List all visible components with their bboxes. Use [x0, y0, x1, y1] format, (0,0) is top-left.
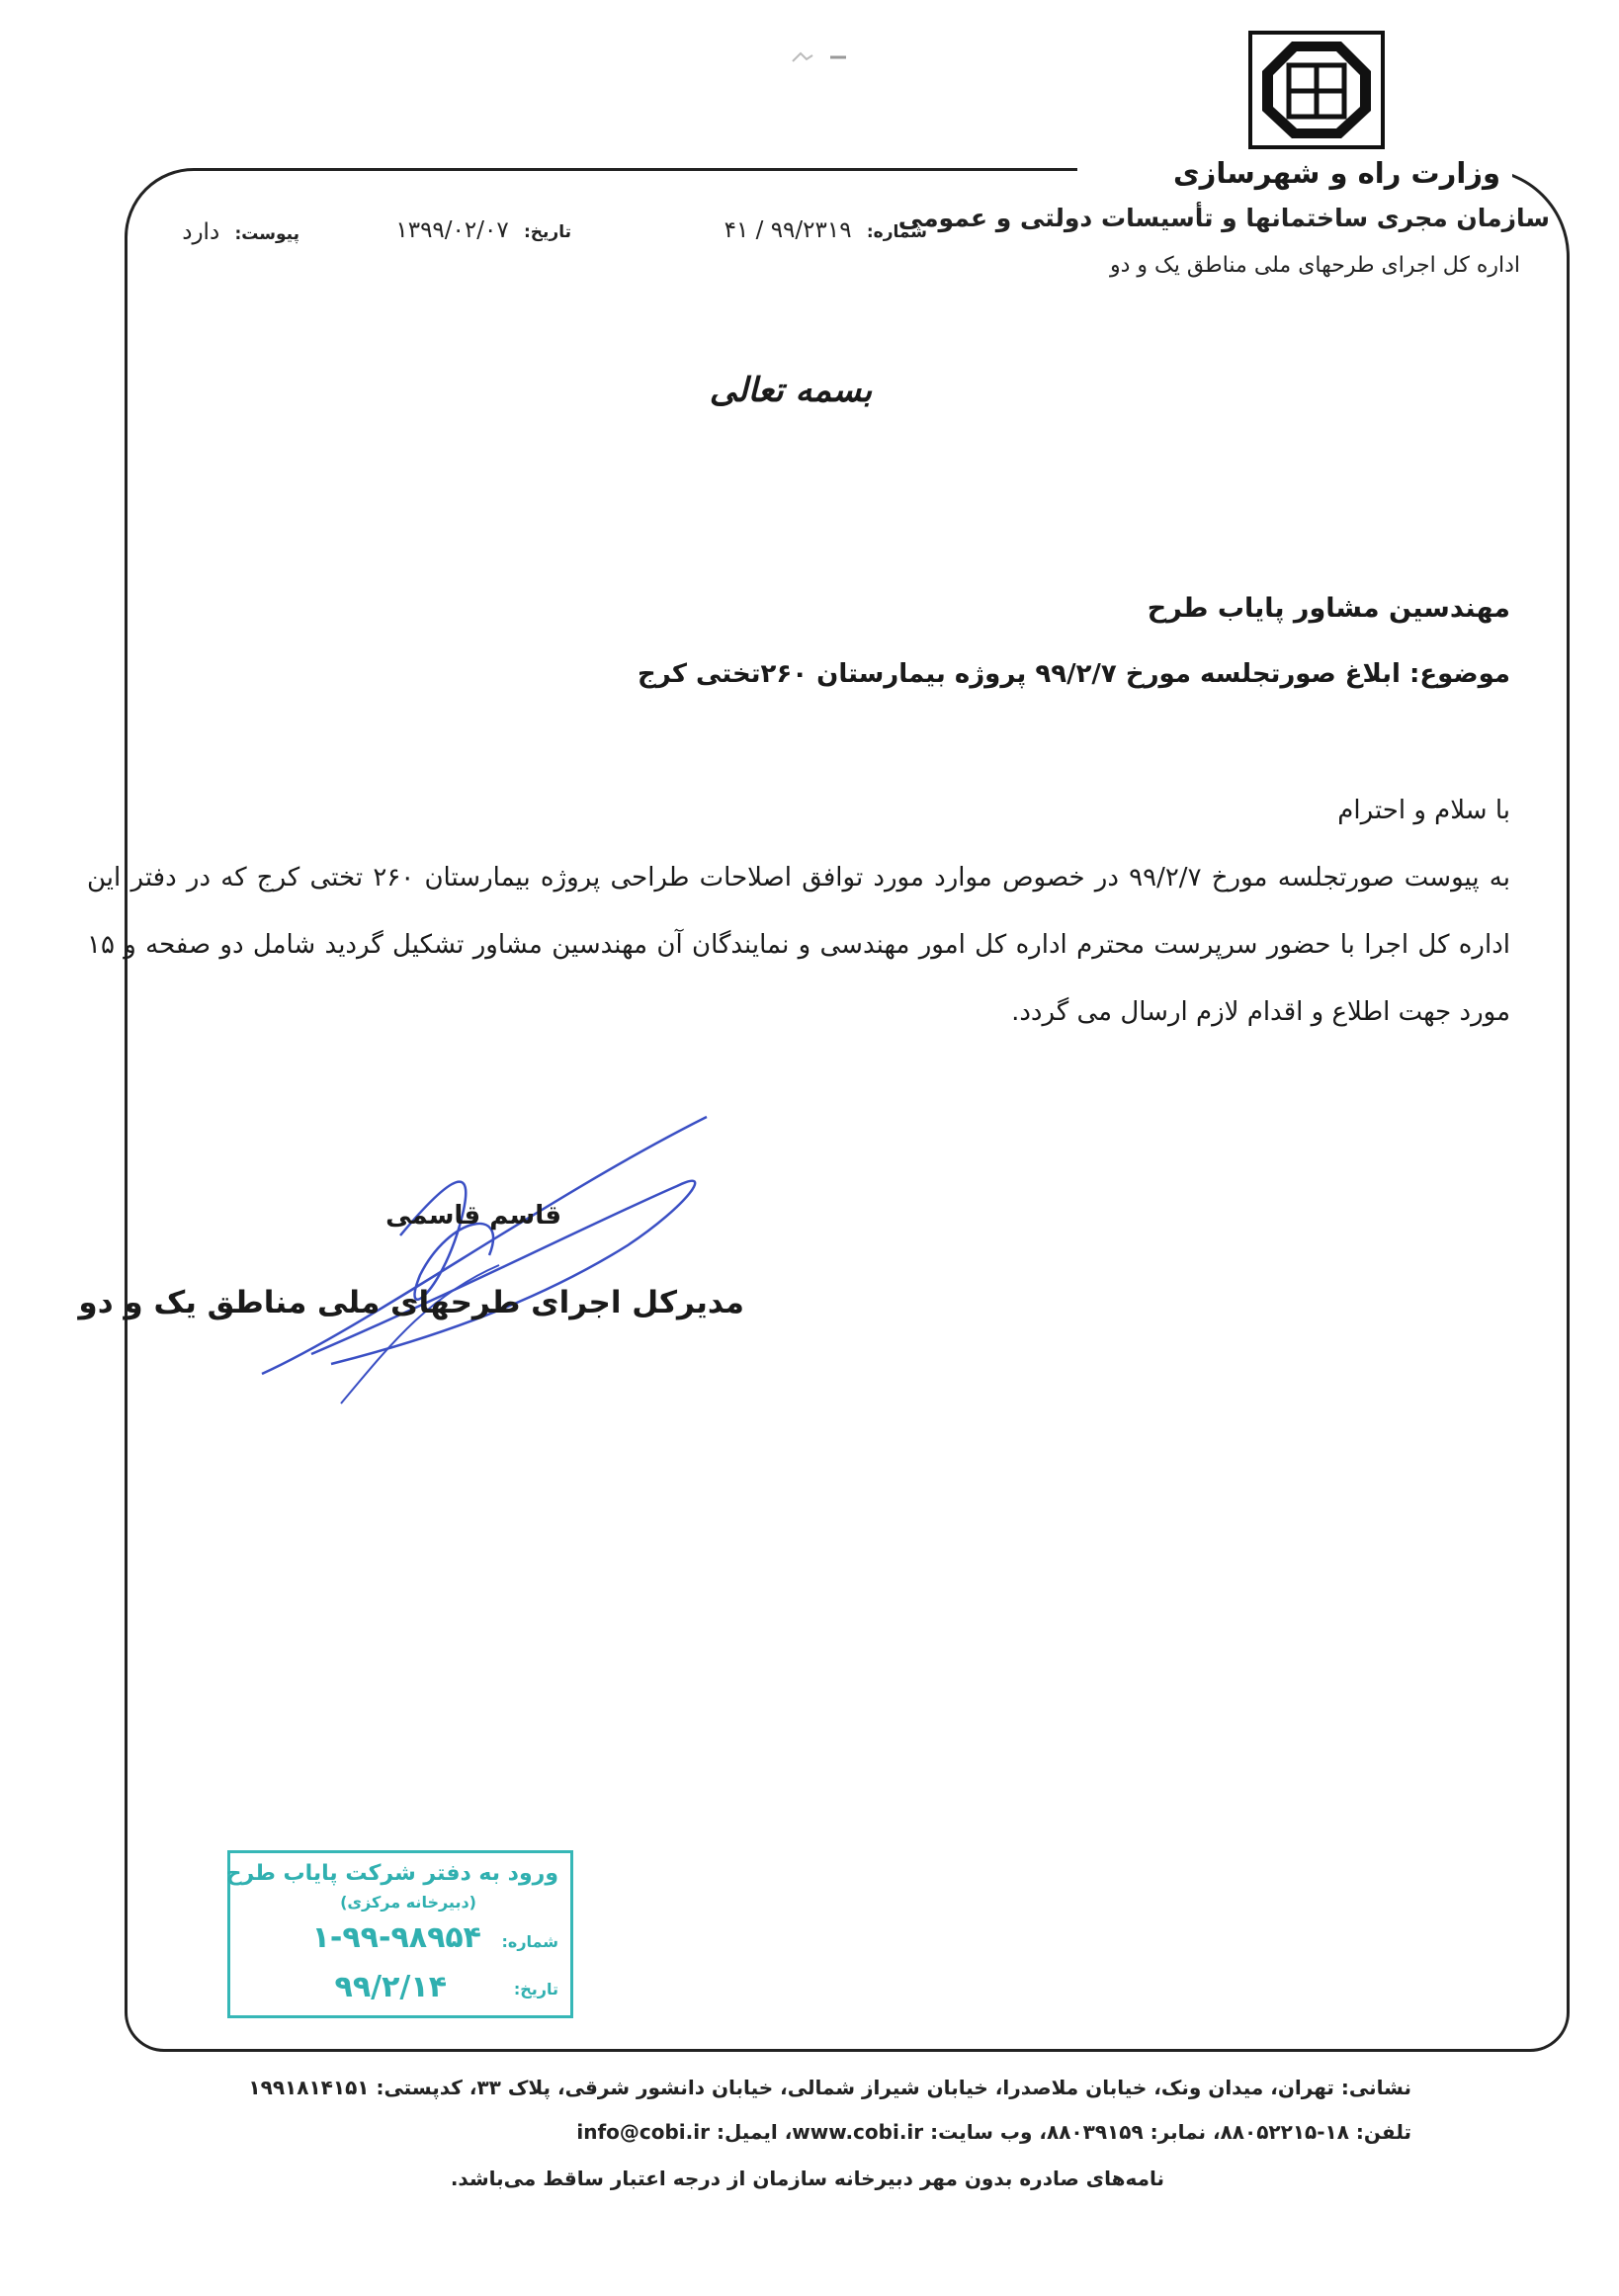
date-value: ۱۳۹۹/۰۲/۰۷	[395, 217, 509, 243]
number-value: ۹۹/۲۳۱۹ / ۴۱	[724, 217, 852, 243]
body-paragraph: به پیوست صورتجلسه مورخ ۹۹/۲/۷ در خصوص موارد مورد توافق اصلاحات طراحی پروژه بیمارستان ۲۶۰ تختی کرج که در دفتر این اداره کل اجرا با حضور سرپرست محترم اداره کل امور مهندسی و نمایندگان آن مهندسین مشاور تشکیل گردید شامل دو صفحه و ۱۵ مورد جهت اطلاع و اقدام لازم ارسال می گردد.	[87, 863, 1510, 1027]
scan-speck	[791, 47, 850, 67]
handwritten-signature-icon	[252, 1097, 726, 1413]
greeting: با سلام و احترام	[1337, 796, 1510, 825]
stamp-number-value: ۱-۹۹-۹۸۹۵۴	[311, 1920, 481, 1955]
signer-title: مدیرکل اجرای طرحهای ملی مناطق یک و دو	[78, 1285, 744, 1320]
footer-contact: تلفن: ۱۸-۸۸۰۵۲۲۱۵، نمابر: ۸۸۰۳۹۱۵۹، وب سایت: www.cobi.ir، ایمیل: info@cobi.ir	[576, 2120, 1411, 2144]
letter-attachment	[182, 219, 299, 245]
stamp-company: ورود به دفتر شرکت پایاب طرح	[225, 1861, 558, 1886]
number-label: شماره:	[866, 222, 927, 242]
letter-number	[724, 217, 927, 243]
organization-name: سازمان مجری ساختمانها و تأسیسات دولتی و عمومی	[897, 204, 1550, 232]
footer-address: نشانی: تهران، میدان ونک، خیابان ملاصدرا، خیابان شیراز شمالی، خیابان دانشور شرقی، پلاک ۳۳، کدپستی: ۱۹۹۱۸۱۴۱۵۱	[248, 2076, 1411, 2099]
subject-line: موضوع: ابلاغ صورتجلسه مورخ ۹۹/۲/۷ پروژه بیمارستان ۲۶۰تختی کرج	[637, 659, 1510, 689]
date-label: تاریخ:	[524, 222, 571, 242]
signer-name: قاسم قاسمی	[385, 1201, 561, 1231]
attachment-label: پیوست:	[234, 224, 299, 244]
stamp-subtitle: (دبیرخانه مرکزی)	[340, 1893, 476, 1912]
recipient: مهندسین مشاور پایاب طرح	[1147, 593, 1510, 624]
ministry-logo-icon	[1247, 30, 1386, 150]
attachment-value: دارد	[182, 219, 220, 245]
stamp-number-label: شماره:	[501, 1932, 558, 1951]
stamp-date-value: ۹۹/۲/۱۴	[334, 1970, 447, 2004]
receipt-stamp	[227, 1850, 573, 2018]
department-name: اداره کل اجرای طرحهای ملی مناطق یک و دو	[1110, 253, 1520, 278]
letter-body	[87, 777, 1510, 1046]
stamp-date-label: تاریخ:	[513, 1980, 558, 1998]
bismillah-heading: بسمه تعالی	[709, 371, 873, 410]
letter-date	[395, 217, 571, 243]
footer-note: نامه‌های صادره بدون مهر دبیرخانه سازمان از درجه اعتبار ساقط می‌باشد.	[450, 2167, 1164, 2190]
ministry-name: وزارت راه و شهرسازی	[1173, 156, 1500, 190]
